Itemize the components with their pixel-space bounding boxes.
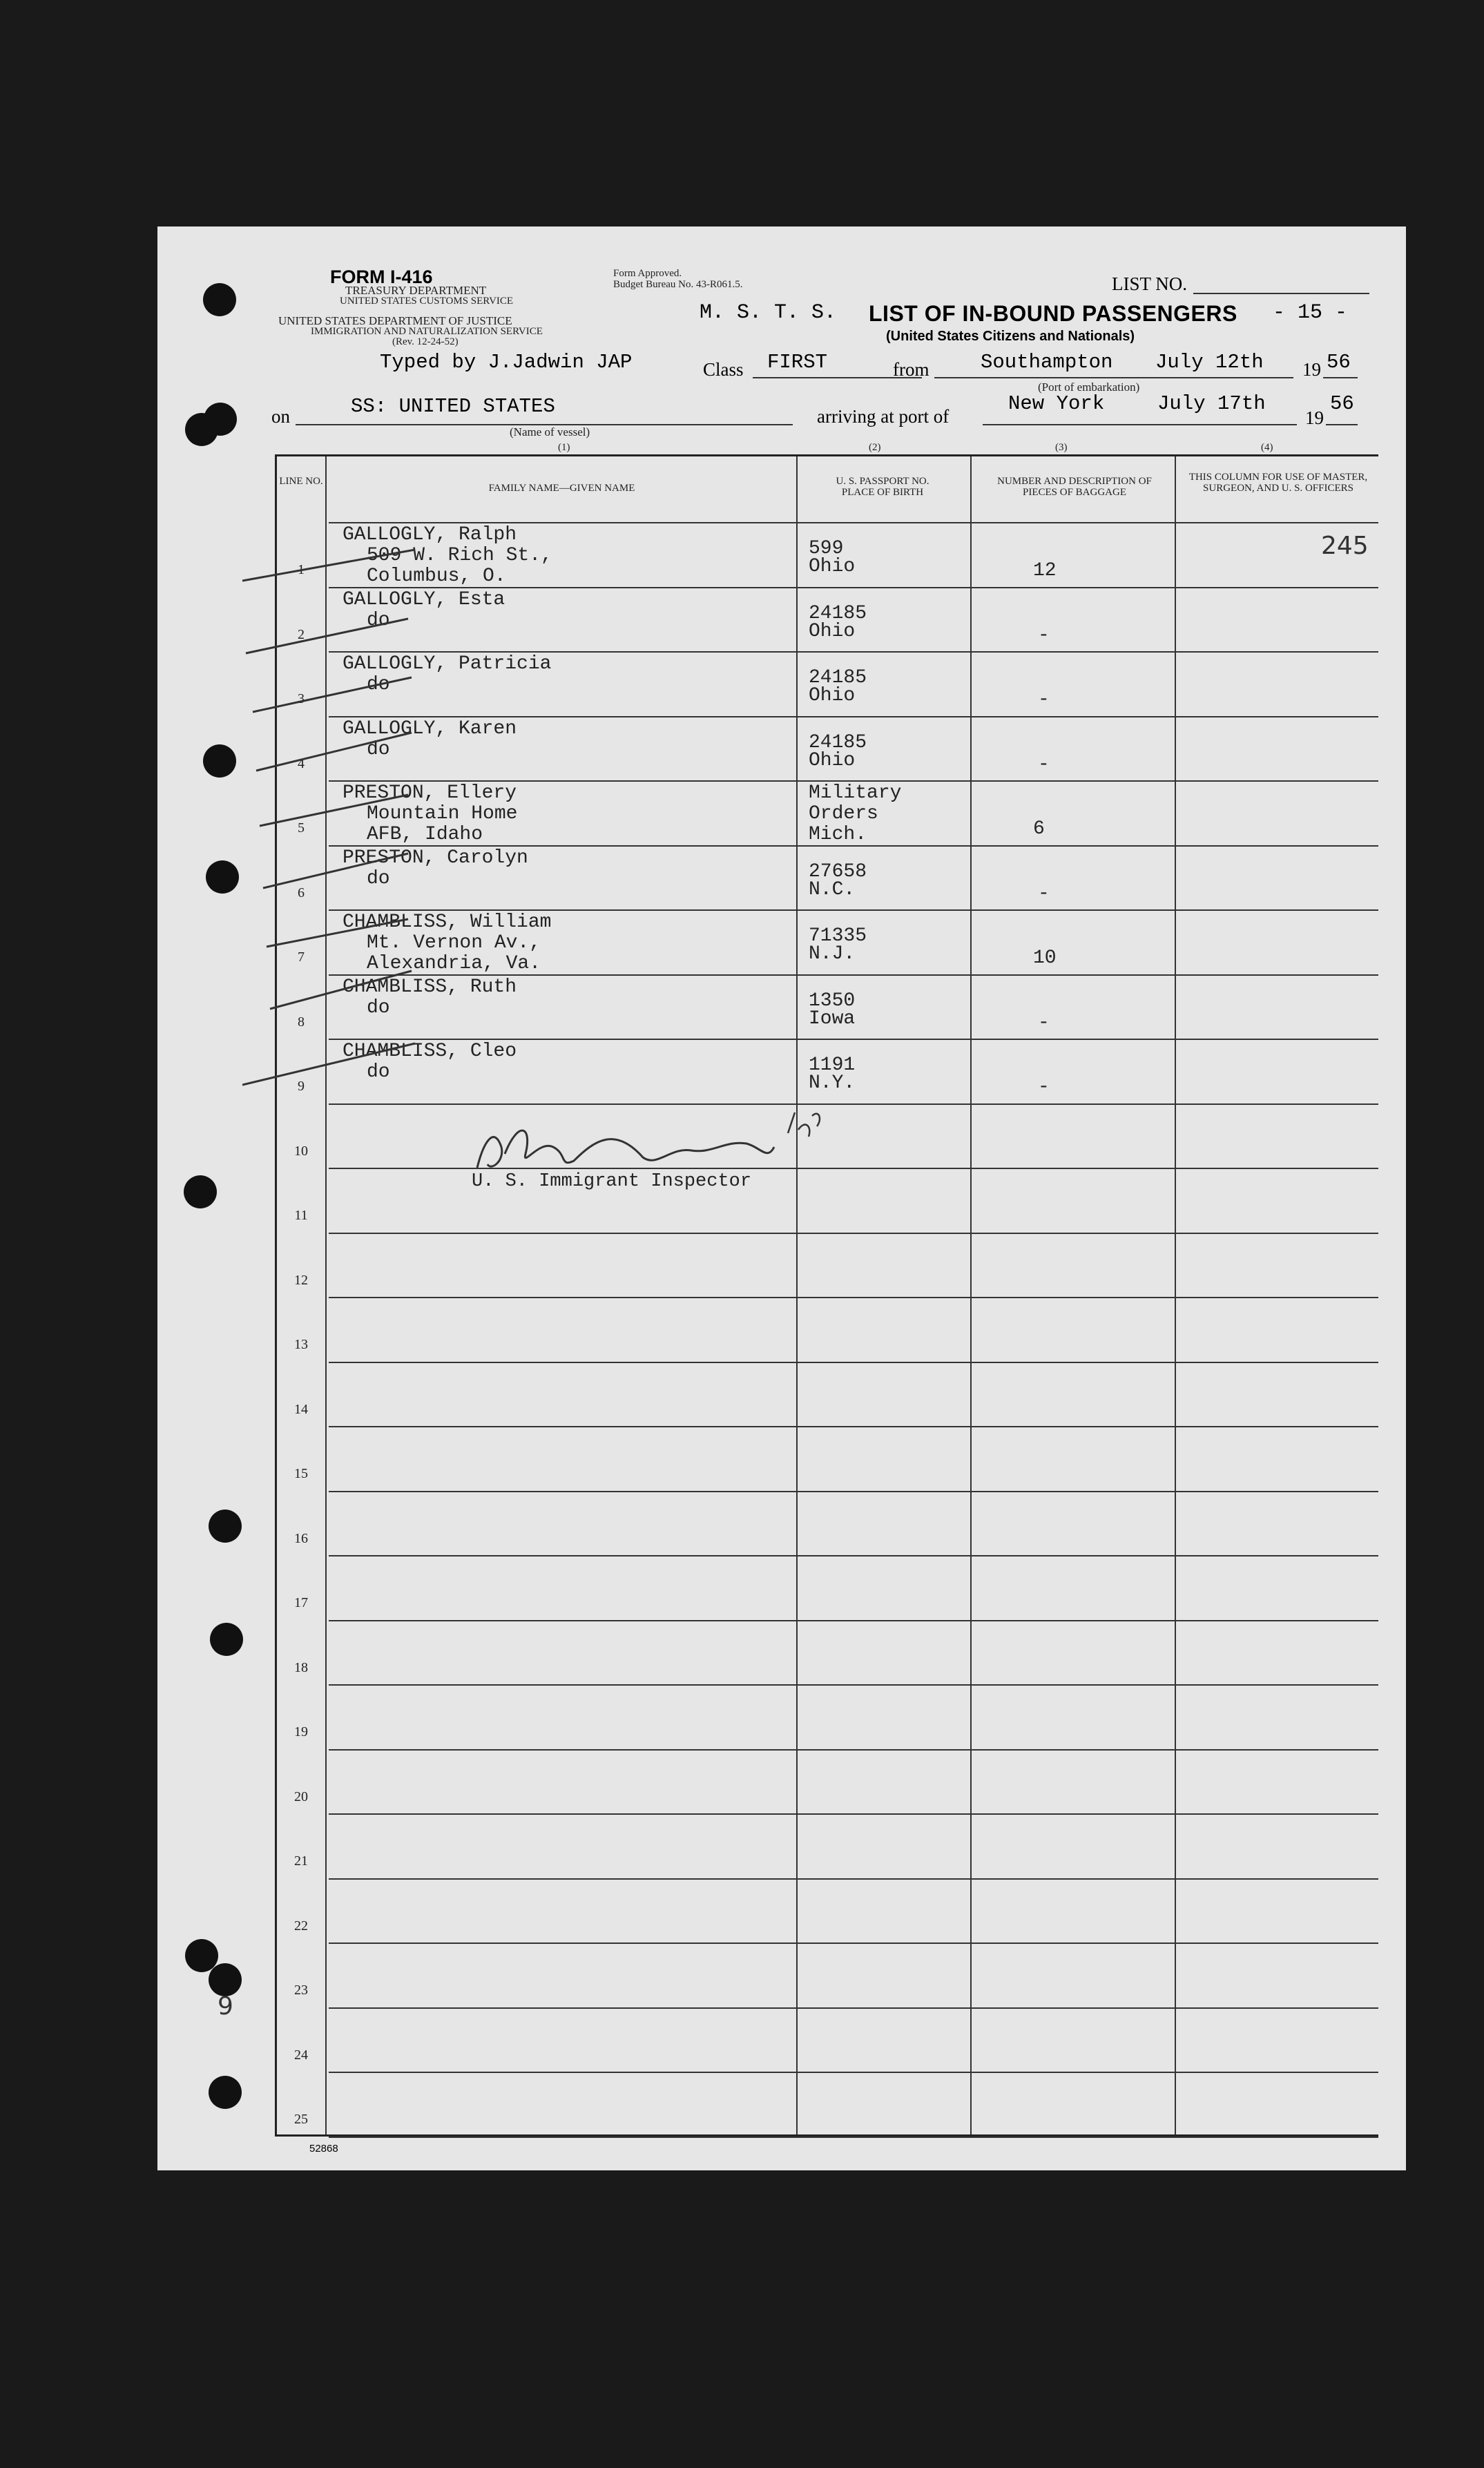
- vessel-caption: (Name of vessel): [510, 425, 590, 438]
- passport-number: 1191: [809, 1054, 856, 1076]
- line-number: 15: [294, 1466, 308, 1481]
- inspector-caption: U. S. Immigrant Inspector: [472, 1171, 752, 1192]
- row-rule: [329, 1233, 1378, 1234]
- inspector-signature: [463, 1099, 850, 1188]
- punch-hole: [209, 1963, 242, 1996]
- dept-justice: UNITED STATES DEPARTMENT OF JUSTICE: [278, 314, 512, 327]
- punch-hole: [204, 403, 237, 436]
- place-of-birth: Ohio: [809, 620, 856, 642]
- line-number: 9: [298, 1079, 305, 1094]
- punch-hole: [184, 1175, 217, 1208]
- passenger-address-1: do: [367, 738, 390, 760]
- dept-treasury: TREASURY DEPARTMENT: [345, 284, 487, 297]
- col-header-officers: THIS COLUMN FOR USE OF MASTER, SURGEON, AND U. S. OFFICERS: [1188, 472, 1368, 494]
- punch-hole: [203, 744, 236, 778]
- line-number: 13: [294, 1337, 308, 1352]
- form-approved: Form Approved.: [613, 268, 682, 279]
- passenger-address-1: 509 W. Rich St.,: [367, 545, 552, 566]
- passport-number: 27658: [809, 860, 867, 883]
- place-of-birth-2: Mich.: [809, 824, 867, 845]
- passenger-name: GALLOGLY, Patricia: [343, 653, 552, 675]
- line-number: 11: [294, 1208, 308, 1223]
- arrival-port: New York: [1008, 392, 1105, 415]
- baggage-count: -: [1038, 883, 1050, 905]
- row-rule: [329, 522, 1378, 523]
- baggage-count: -: [1038, 753, 1050, 775]
- footer-code: 52868: [309, 2143, 338, 2154]
- row-rule: [329, 2007, 1378, 2009]
- place-of-birth: Iowa: [809, 1008, 856, 1030]
- row-rule: [329, 1684, 1378, 1686]
- row-rule: [329, 1555, 1378, 1556]
- year-line-1: [1323, 377, 1358, 378]
- col-divider-4: [1175, 456, 1176, 2134]
- row-rule: [329, 1362, 1378, 1363]
- row-rule: [329, 1297, 1378, 1298]
- col-divider-2: [796, 456, 798, 2134]
- place-of-birth: Ohio: [809, 685, 856, 706]
- row-rule: [329, 651, 1378, 653]
- passenger-address-1: do: [367, 996, 390, 1019]
- col-header-line: LINE NO.: [279, 476, 323, 487]
- baggage-count: -: [1038, 1077, 1050, 1098]
- margin-mark: 9: [218, 1992, 233, 2021]
- col-divider-3: [970, 456, 972, 2134]
- row-rule: [329, 1813, 1378, 1815]
- line-number: 10: [294, 1143, 308, 1159]
- budget-bureau: Budget Bureau No. 43-R061.5.: [613, 279, 743, 290]
- row-rule: [329, 1942, 1378, 1944]
- line-number: 24: [294, 2047, 308, 2063]
- passenger-name: CHAMBLISS, Cleo: [343, 1041, 517, 1062]
- arriving-label: arriving at port of: [817, 406, 950, 427]
- baggage-count: 6: [1033, 818, 1045, 840]
- passenger-address-2: AFB, Idaho: [367, 824, 483, 845]
- class-label: Class: [703, 359, 744, 380]
- passenger-address-1: do: [367, 609, 390, 631]
- passenger-name: GALLOGLY, Esta: [343, 588, 505, 610]
- list-no-label: LIST NO.: [1112, 273, 1188, 294]
- col-num-2: (2): [869, 442, 881, 453]
- passenger-address-2: Columbus, O.: [367, 566, 506, 587]
- passenger-address-1: Mt. Vernon Av.,: [367, 932, 541, 954]
- line-number: 7: [298, 949, 305, 965]
- officer-note: 245: [1321, 532, 1369, 560]
- row-rule: [329, 1620, 1378, 1621]
- passenger-name: GALLOGLY, Karen: [343, 717, 517, 740]
- form-number: FORM I-416: [330, 267, 433, 287]
- year-1: 56: [1327, 351, 1351, 374]
- on-label: on: [271, 406, 290, 427]
- punch-hole: [209, 2076, 242, 2109]
- from-date: July 12th: [1155, 351, 1264, 374]
- list-no-value: - 15 -: [1273, 301, 1348, 325]
- passenger-address-1: do: [367, 1061, 390, 1083]
- passport-number: 24185: [809, 731, 867, 753]
- baggage-count: -: [1038, 1012, 1050, 1034]
- passenger-name: CHAMBLISS, Ruth: [343, 976, 517, 998]
- passenger-name: GALLOGLY, Ralph: [343, 524, 517, 546]
- document-title: LIST OF IN-BOUND PASSENGERS: [869, 301, 1237, 326]
- punch-hole: [209, 1510, 242, 1543]
- punch-hole: [206, 860, 239, 894]
- line-number: 5: [298, 820, 305, 836]
- col-header-passport: U. S. PASSPORT NO. PLACE OF BIRTH: [836, 476, 929, 498]
- from-port: Southampton: [981, 351, 1113, 374]
- baggage-count: -: [1038, 624, 1050, 646]
- year-2: 56: [1330, 392, 1354, 415]
- col-num-4: (4): [1261, 442, 1273, 453]
- line-number: 4: [298, 755, 305, 771]
- vessel-name: SS: UNITED STATES: [351, 395, 555, 418]
- line-number: 1: [298, 562, 305, 577]
- passport-number: 599: [809, 538, 844, 559]
- passenger-table: [275, 454, 1378, 2137]
- line-number: 20: [294, 1789, 308, 1804]
- line-number: 22: [294, 1918, 308, 1934]
- place-of-birth: N.C.: [809, 878, 856, 900]
- line-number: 6: [298, 885, 305, 900]
- row-rule: [329, 1878, 1378, 1880]
- line-number: 18: [294, 1659, 308, 1675]
- place-of-birth: Orders: [809, 803, 878, 825]
- passport-number: 71335: [809, 925, 867, 947]
- arrival-line: [983, 424, 1297, 425]
- year-prefix-2: 19: [1305, 407, 1324, 428]
- line-number: 14: [294, 1401, 308, 1417]
- agency: M. S. T. S.: [700, 301, 837, 325]
- punch-hole: [210, 1623, 243, 1656]
- from-line: [934, 377, 1293, 378]
- line-number: 16: [294, 1530, 308, 1546]
- row-rule: [329, 1039, 1378, 1040]
- dept-immigration: IMMIGRATION AND NATURALIZATION SERVICE: [311, 326, 543, 337]
- check-marks: [242, 512, 422, 1202]
- line-number: 12: [294, 1272, 308, 1288]
- line-number: 2: [298, 626, 305, 642]
- row-rule: [329, 1426, 1378, 1427]
- manifest-sheet: [157, 226, 1406, 2170]
- line-number: 3: [298, 691, 305, 706]
- year-prefix-1: 19: [1302, 359, 1321, 380]
- baggage-count: 12: [1033, 560, 1057, 581]
- passenger-address-1: do: [367, 674, 390, 695]
- baggage-count: 10: [1033, 947, 1057, 969]
- form-revision: (Rev. 12-24-52): [392, 336, 459, 347]
- class-value: FIRST: [767, 351, 828, 374]
- row-rule: [329, 2072, 1378, 2073]
- place-of-birth: Ohio: [809, 556, 856, 577]
- row-rule: [329, 780, 1378, 782]
- from-label: from: [893, 359, 929, 380]
- year-line-2: [1326, 424, 1358, 425]
- passenger-address-1: do: [367, 867, 390, 889]
- row-rule: [329, 716, 1378, 717]
- line-number: 23: [294, 1983, 308, 1998]
- line-number: 17: [294, 1595, 308, 1610]
- passport-number: 1350: [809, 990, 856, 1012]
- line-number: 25: [294, 2112, 308, 2127]
- passport-number: Military: [809, 782, 902, 804]
- col-num-1: (1): [558, 442, 570, 453]
- line-number: 21: [294, 1853, 308, 1869]
- punch-hole: [203, 283, 236, 316]
- row-rule: [329, 1749, 1378, 1751]
- place-of-birth: Ohio: [809, 749, 856, 771]
- place-of-birth: N.J.: [809, 943, 856, 965]
- line-number: 8: [298, 1014, 305, 1030]
- document-subtitle: (United States Citizens and Nationals): [886, 329, 1135, 344]
- row-rule: [329, 909, 1378, 911]
- passenger-name: PRESTON, Carolyn: [343, 847, 528, 869]
- arrival-date: July 17th: [1157, 392, 1266, 415]
- typed-by: Typed by J.Jadwin JAP: [380, 351, 633, 374]
- line-number: 19: [294, 1724, 308, 1739]
- col-header-name: FAMILY NAME—GIVEN NAME: [488, 483, 635, 494]
- passenger-name: PRESTON, Ellery: [343, 782, 517, 804]
- baggage-count: -: [1038, 689, 1050, 711]
- passenger-name: CHAMBLISS, William: [343, 912, 552, 933]
- list-no-line: [1193, 293, 1369, 294]
- col-num-3: (3): [1055, 442, 1068, 453]
- passenger-address-2: Alexandria, Va.: [367, 953, 541, 974]
- row-rule: [329, 1491, 1378, 1492]
- passenger-address-1: Mountain Home: [367, 803, 518, 825]
- port-embark-caption: (Port of embarkation): [1038, 380, 1140, 394]
- passport-number: 24185: [809, 667, 867, 688]
- col-header-baggage: NUMBER AND DESCRIPTION OF PIECES OF BAGGAGE: [997, 476, 1152, 498]
- row-rule: [329, 2137, 1378, 2138]
- dept-customs: UNITED STATES CUSTOMS SERVICE: [340, 296, 514, 307]
- place-of-birth: N.Y.: [809, 1072, 856, 1094]
- passport-number: 24185: [809, 602, 867, 624]
